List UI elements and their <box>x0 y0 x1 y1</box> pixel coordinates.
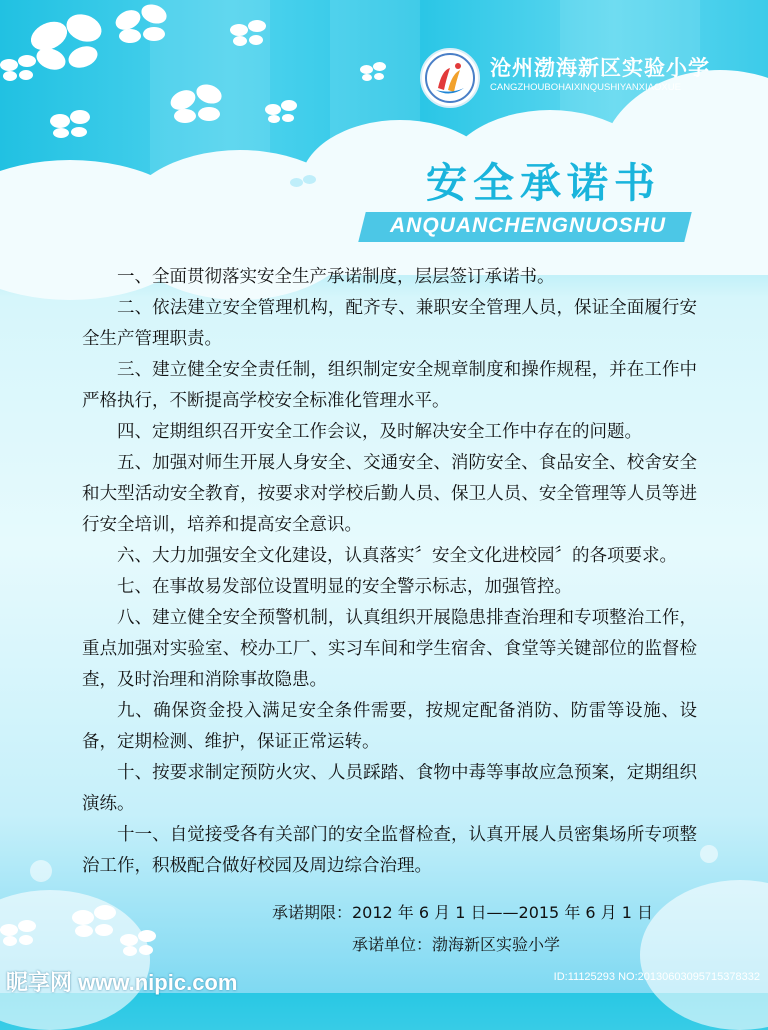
pledge-item: 四、定期组织召开安全工作会议，及时解决安全工作中存在的问题。 <box>117 422 642 442</box>
image-id-watermark: ID:11125293 NO:20130603095715378332 <box>553 971 760 983</box>
butterfly-icon <box>72 905 122 945</box>
pledge-item: 八、建立健全安全预警机制，认真组织开展隐患排查治理和专项整治工作，重点加强对实验室、校办工厂、实习车间和学生宿舍、食堂等关键部位的监督检查，及时治理和消除事故隐患。 <box>82 608 697 690</box>
butterfly-icon <box>170 85 230 135</box>
pledge-item: 十、按要求制定预防火灾、人员踩踏、食物中毒等事故应急预案，定期组织演练。 <box>82 763 697 814</box>
site-watermark: 昵享网 www.nipic.com <box>6 970 238 995</box>
butterfly-icon <box>360 62 390 88</box>
butterfly-icon <box>230 20 270 54</box>
title-pinyin: ANQUANCHENGNUOSHU <box>389 214 666 237</box>
pledge-item: 七、在事故易发部位设置明显的安全警示标志，加强管控。 <box>117 577 572 597</box>
page-title: 安全承诺书 <box>426 159 661 207</box>
butterfly-icon <box>30 15 110 85</box>
pledge-item: 六、大力加强安全文化建设，认真落实〞安全文化进校园〞的各项要求。 <box>117 546 677 566</box>
butterfly-icon <box>0 920 40 954</box>
school-name-pinyin: CANGZHOUBOHAIXINQUSHIYANXIAOXUE <box>490 82 681 93</box>
pledge-items <box>82 262 697 882</box>
pledge-item: 二、依法建立安全管理机构，配齐专、兼职安全管理人员，保证全面履行安全生产管理职责。 <box>82 298 697 349</box>
school-name: 沧州渤海新区实验小学 <box>490 55 710 80</box>
butterfly-icon <box>50 110 94 146</box>
butterfly-icon <box>265 100 301 130</box>
pledge-item: 九、确保资金投入满足安全条件需要，按规定配备消防、防雷等设施、设备，定期检测、维护，保证正常运转。 <box>82 701 697 752</box>
pledge-unit: 承诺单位：渤海新区实验小学 <box>352 935 561 954</box>
butterfly-icon <box>115 5 175 55</box>
pledge-item: 五、加强对师生开展人身安全、交通安全、消防安全、食品安全、校舍安全和大型活动安全教育，按要求对学校后勤人员、保卫人员、安全管理等人员等进行安全培训，培养和提高安全意识。 <box>82 453 697 535</box>
butterfly-icon <box>290 175 320 201</box>
pledge-item: 十一、自觉接受各有关部门的安全监督检查，认真开展人员密集场所专项整治工作，积极配合做好校园及周边综合治理。 <box>82 825 697 876</box>
butterfly-icon <box>120 930 160 964</box>
pledge-item: 一、全面贯彻落实安全生产承诺制度，层层签订承诺书。 <box>117 267 555 287</box>
school-header <box>420 48 750 108</box>
butterfly-icon <box>0 55 40 89</box>
pledge-period: 承诺期限：2012 年 6 月 1 日——2015 年 6 月 1 日 <box>272 903 654 922</box>
school-logo-icon <box>420 48 480 108</box>
pledge-item: 三、建立健全安全责任制，组织制定安全规章制度和操作规程，并在工作中严格执行，不断提高学校安全标准化管理水平。 <box>82 360 697 411</box>
